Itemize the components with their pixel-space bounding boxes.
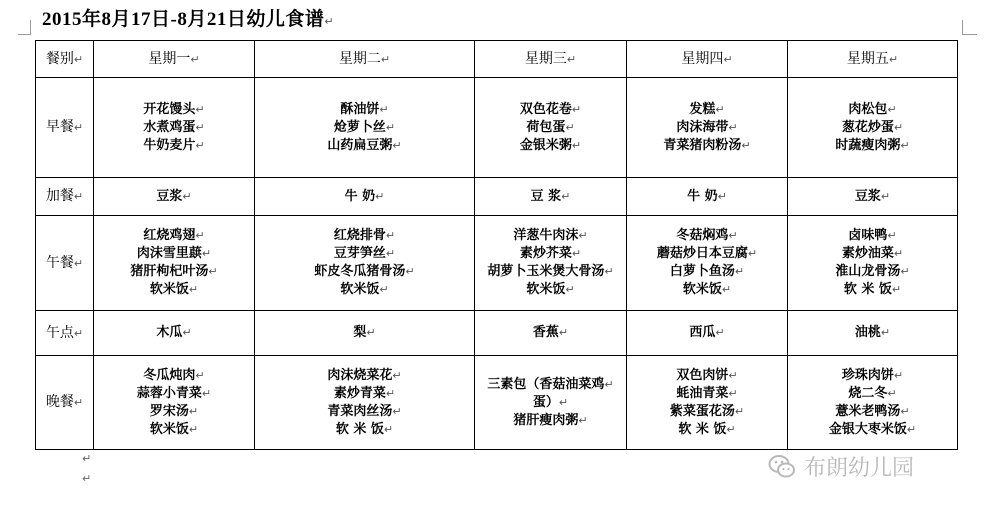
paragraph-mark: ↵: [195, 138, 205, 152]
meal-label: [36, 216, 94, 311]
menu-item-text: 烧二冬: [848, 385, 888, 401]
paragraph-mark: ↵: [565, 120, 575, 134]
paragraph-mark: ↵: [188, 283, 199, 296]
menu-item-text: 油桃: [854, 325, 881, 340]
menu-cell-thu: [627, 178, 788, 216]
menu-item: [629, 281, 785, 299]
menu-item-text: 西瓜: [689, 325, 716, 340]
menu-cell-fri: [788, 311, 958, 356]
menu-item-text: 软米饭: [149, 421, 189, 437]
paragraph-mark: ↵: [734, 265, 745, 278]
menu-item-text: 卤味鸭: [848, 228, 888, 243]
paragraph-mark: ↵: [405, 265, 415, 278]
meal-row: [36, 178, 958, 216]
menu-item-text: 薏米老鸭汤: [835, 403, 901, 419]
menu-item-text: 素炒芥菜: [519, 246, 572, 261]
menu-item: [477, 324, 624, 342]
meal-row: [36, 78, 958, 178]
menu-item-text: 豆浆: [854, 188, 881, 204]
menu-item-text: 猪肝瘦肉粥: [513, 412, 579, 428]
menu-item: [790, 385, 955, 403]
menu-item-text: 豆 浆: [530, 188, 562, 204]
day-header-fri: [788, 41, 958, 78]
paragraph-mark: ↵: [195, 120, 205, 134]
paragraph-mark: ↵: [188, 422, 199, 436]
paragraph-mark: ↵: [880, 326, 891, 339]
day-header-thu: [627, 41, 788, 78]
menu-item: [477, 101, 624, 119]
paragraph-mark: ↵: [891, 283, 902, 296]
paragraph-mark: ↵: [900, 138, 910, 152]
paragraph-mark-empty-line: [82, 452, 91, 465]
paragraph-mark-empty-line: [82, 472, 91, 485]
paragraph-mark: ↵: [888, 52, 899, 66]
menu-item: [96, 385, 252, 403]
paragraph-mark: ↵: [887, 102, 897, 116]
paragraph-mark: ↵: [208, 265, 218, 278]
menu-item: [257, 281, 472, 299]
menu-item: [790, 263, 955, 281]
meal-row: [36, 311, 958, 356]
paragraph-mark: ↵: [604, 265, 614, 278]
menu-cell-thu: [627, 356, 788, 450]
paragraph-mark: ↵: [717, 189, 727, 203]
paragraph-mark: ↵: [726, 422, 736, 436]
paragraph-mark: ↵: [571, 247, 582, 260]
paragraph-mark: ↵: [201, 386, 212, 400]
menu-item: [629, 101, 785, 119]
menu-cell-tue: [255, 178, 475, 216]
menu-item: [477, 394, 624, 412]
menu-item-text: 蒜蓉小青菜: [136, 385, 202, 401]
paragraph-mark: ↵: [893, 247, 904, 260]
menu-item: [629, 367, 785, 385]
paragraph-mark: ↵: [383, 422, 394, 436]
paragraph-mark: ↵: [728, 386, 738, 400]
menu-item-text: 蛋）: [532, 394, 559, 410]
menu-item-text: 肉沫雪里蕻: [136, 246, 202, 261]
menu-item: [477, 412, 624, 430]
page-corner-mark-left: [18, 20, 31, 35]
paragraph-mark: ↵: [385, 229, 396, 242]
menu-item-text: 水煮鸡蛋: [143, 119, 196, 135]
paragraph-mark: ↵: [893, 368, 904, 382]
meal-label-text: 加餐: [45, 188, 74, 204]
paragraph-mark: ↵: [201, 247, 212, 260]
paragraph-mark: ↵: [747, 247, 758, 260]
paragraph-mark: ↵: [195, 102, 205, 116]
day-header-wed: [475, 41, 627, 78]
paragraph-mark: ↵: [190, 52, 200, 66]
header-row: [36, 41, 958, 78]
menu-item: [96, 137, 252, 155]
menu-item-text: 虾皮冬瓜猪骨汤: [314, 264, 406, 279]
menu-item-text: 罗宋汤: [149, 403, 189, 419]
menu-item-text: 梨: [353, 325, 367, 340]
paragraph-mark: ↵: [723, 52, 733, 66]
menu-item: [629, 385, 785, 403]
menu-item: [257, 367, 472, 385]
menu-cell-fri: [788, 356, 958, 450]
paragraph-mark: ↵: [578, 229, 588, 242]
menu-item-text: 红烧鸡翅: [143, 228, 196, 243]
paragraph-mark: ↵: [728, 229, 738, 242]
menu-item: [629, 137, 785, 155]
paragraph-mark: ↵: [182, 189, 192, 203]
paragraph-mark: ↵: [880, 189, 891, 203]
corner-header: [36, 41, 94, 78]
paragraph-mark: ↵: [893, 120, 904, 134]
paragraph-mark: ↵: [392, 368, 402, 382]
menu-cell-thu: [627, 78, 788, 178]
menu-item: [257, 324, 472, 342]
paragraph-mark: ↵: [385, 386, 396, 400]
menu-item-text: 冬瓜炖肉: [143, 367, 196, 383]
menu-item-text: 白萝卜鱼汤: [669, 264, 735, 279]
paragraph-mark: ↵: [188, 404, 199, 418]
day-header-text: 星期一: [148, 50, 191, 67]
menu-item-text: 淮山龙骨汤: [835, 264, 901, 279]
menu-item: [96, 188, 252, 206]
menu-item: [257, 263, 472, 281]
paragraph-mark: ↵: [182, 326, 192, 339]
wechat-icon: [768, 453, 796, 481]
meal-label: [36, 178, 94, 216]
paragraph-mark: ↵: [379, 283, 389, 296]
menu-item-text: 软 米 饭: [678, 421, 727, 437]
menu-item: [790, 137, 955, 155]
menu-item-text: 蘑菇炒日本豆腐: [656, 246, 748, 261]
menu-item: [790, 403, 955, 421]
menu-cell-thu: [627, 216, 788, 311]
paragraph-mark: ↵: [392, 404, 402, 418]
day-header-mon: [94, 41, 255, 78]
menu-item: [257, 227, 472, 245]
paragraph-mark: ↵: [715, 102, 725, 116]
menu-cell-mon: [94, 216, 255, 311]
menu-cell-wed: [475, 78, 627, 178]
menu-cell-fri: [788, 216, 958, 311]
menu-cell-tue: [255, 356, 475, 450]
paragraph-mark: ↵: [379, 102, 389, 116]
menu-item-text: 冬菇焖鸡: [676, 228, 729, 243]
paragraph-mark: ↵: [558, 326, 569, 339]
paragraph-mark: ↵: [571, 138, 582, 152]
menu-item-text: 牛奶麦片: [143, 137, 196, 153]
menu-item-text: 山药扁豆粥: [327, 137, 393, 153]
day-header-text: 星期三: [524, 50, 567, 67]
paragraph-mark: ↵: [73, 52, 84, 66]
paragraph-mark: ↵: [900, 404, 910, 418]
menu-item-text: 酥油饼: [340, 101, 380, 117]
meal-row: [36, 216, 958, 311]
paragraph-mark: ↵: [571, 102, 582, 116]
menu-item: [96, 403, 252, 421]
menu-item: [477, 376, 624, 394]
meal-label-text: 午点: [45, 324, 74, 341]
paragraph-mark: ↵: [195, 229, 205, 242]
menu-table: [35, 40, 958, 450]
menu-item-text: 肉沫海带: [676, 119, 729, 135]
menu-item-text: 金银大枣米饭: [828, 421, 907, 437]
menu-item-text: 青菜猪肉粉汤: [663, 137, 742, 153]
day-header-text: 星期四: [681, 50, 724, 67]
menu-item-text: 胡萝卜玉米煲大骨汤: [487, 264, 605, 279]
menu-cell-wed: [475, 178, 627, 216]
paragraph-mark: ↵: [558, 395, 569, 409]
menu-item: [629, 188, 785, 206]
menu-item: [257, 421, 472, 439]
menu-item-text: 三素包（香菇油菜鸡: [487, 376, 605, 392]
menu-item: [790, 421, 955, 439]
menu-item: [96, 245, 252, 263]
page-title: [42, 4, 334, 31]
menu-item: [477, 281, 624, 299]
menu-table-body: [36, 41, 958, 450]
menu-item: [629, 421, 785, 439]
menu-item-text: 时蔬瘦肉粥: [835, 137, 901, 153]
paragraph-mark: ↵: [604, 377, 614, 391]
menu-item: [96, 101, 252, 119]
menu-item: [477, 137, 624, 155]
menu-item-text: 豆浆: [156, 188, 183, 204]
corner-header-text: 餐别: [45, 50, 74, 67]
paragraph-mark: ↵: [906, 422, 917, 436]
menu-cell-wed: [475, 311, 627, 356]
menu-item: [96, 119, 252, 137]
paragraph-mark: ↵: [73, 256, 84, 270]
menu-cell-fri: [788, 178, 958, 216]
paragraph-mark: ↵: [561, 189, 571, 203]
meal-label: [36, 356, 94, 450]
menu-item-text: 洋葱牛肉沫: [513, 228, 579, 243]
menu-item-text: 肉松包: [848, 101, 888, 117]
menu-item: [96, 421, 252, 439]
menu-item: [257, 403, 472, 421]
menu-item-text: 炝萝卜丝: [333, 119, 386, 135]
menu-item: [257, 119, 472, 137]
menu-item: [477, 188, 624, 206]
menu-item-text: 双色花卷: [519, 101, 572, 117]
menu-item: [257, 101, 472, 119]
menu-item: [629, 403, 785, 421]
paragraph-mark: ↵: [734, 404, 745, 418]
menu-item: [96, 324, 252, 342]
paragraph-mark: ↵: [82, 472, 92, 485]
menu-cell-fri: [788, 78, 958, 178]
title-text: 2015年8月17日-8月21日幼儿食谱: [42, 9, 325, 30]
menu-item-text: 猪肝枸杞叶汤: [130, 264, 209, 279]
menu-item: [629, 245, 785, 263]
menu-item-text: 牛 奶: [344, 188, 376, 204]
menu-item-text: 开花馒头: [143, 101, 196, 117]
menu-item-text: 木瓜: [156, 325, 183, 340]
menu-item-text: 蚝油青菜: [676, 385, 729, 401]
menu-item: [257, 385, 472, 403]
menu-item: [790, 367, 955, 385]
menu-cell-tue: [255, 216, 475, 311]
menu-item-text: 软米饭: [682, 282, 722, 297]
menu-item-text: 软米饭: [149, 282, 189, 297]
paragraph-mark: ↵: [721, 283, 732, 296]
menu-cell-mon: [94, 178, 255, 216]
day-header-tue: [255, 41, 475, 78]
paragraph-mark: ↵: [324, 15, 335, 28]
menu-cell-mon: [94, 311, 255, 356]
menu-item: [477, 263, 624, 281]
menu-item: [790, 119, 955, 137]
paragraph-mark: ↵: [375, 189, 385, 203]
watermark: [768, 451, 914, 482]
menu-cell-wed: [475, 216, 627, 311]
menu-item: [790, 281, 955, 299]
watermark-text: 布朗幼儿园: [804, 456, 915, 481]
menu-item-text: 素炒油菜: [841, 246, 894, 261]
menu-item-text: 发糕: [689, 101, 716, 117]
menu-item-text: 肉沫烧菜花: [327, 367, 393, 383]
menu-item-text: 香蕉: [532, 325, 559, 340]
menu-item-text: 葱花炒蛋: [841, 119, 894, 135]
menu-cell-tue: [255, 311, 475, 356]
meal-label: [36, 78, 94, 178]
menu-item-text: 素炒青菜: [333, 385, 386, 401]
paragraph-mark: ↵: [392, 138, 402, 152]
menu-item: [257, 137, 472, 155]
menu-item-text: 软 米 饭: [843, 282, 892, 297]
menu-cell-wed: [475, 356, 627, 450]
meal-label-text: 早餐: [45, 119, 74, 135]
menu-item-text: 牛 奶: [687, 188, 718, 204]
menu-item: [629, 119, 785, 137]
menu-item: [96, 263, 252, 281]
menu-item: [629, 263, 785, 281]
menu-item-text: 红烧排骨: [333, 228, 386, 243]
menu-item-text: 荷包蛋: [526, 119, 566, 135]
menu-item: [790, 101, 955, 119]
menu-item-text: 青菜肉丝汤: [327, 403, 393, 419]
menu-item-text: 软米饭: [340, 282, 380, 297]
meal-label-text: 午餐: [45, 254, 74, 271]
menu-item: [790, 245, 955, 263]
paragraph-mark: ↵: [195, 368, 205, 382]
menu-item-text: 金银米粥: [519, 137, 572, 153]
paragraph-mark: ↵: [565, 283, 575, 296]
paragraph-mark: ↵: [385, 120, 396, 134]
menu-item: [96, 227, 252, 245]
paragraph-mark: ↵: [366, 326, 376, 339]
paragraph-mark: ↵: [728, 368, 738, 382]
menu-cell-thu: [627, 311, 788, 356]
menu-cell-mon: [94, 356, 255, 450]
paragraph-mark: ↵: [741, 138, 751, 152]
menu-item-text: 紫菜蛋花汤: [669, 403, 735, 419]
menu-cell-mon: [94, 78, 255, 178]
menu-item: [790, 227, 955, 245]
paragraph-mark: ↵: [887, 229, 897, 242]
meal-label: [36, 311, 94, 356]
menu-item: [477, 227, 624, 245]
paragraph-mark: ↵: [566, 52, 577, 66]
paragraph-mark: ↵: [887, 386, 897, 400]
day-header-text: 星期五: [846, 50, 889, 67]
menu-item: [629, 324, 785, 342]
paragraph-mark: ↵: [728, 120, 738, 134]
menu-item: [477, 245, 624, 263]
menu-item: [257, 188, 472, 206]
paragraph-mark: ↵: [73, 121, 84, 134]
menu-item: [96, 281, 252, 299]
paragraph-mark: ↵: [578, 413, 588, 427]
menu-cell-tue: [255, 78, 475, 178]
paragraph-mark: ↵: [900, 265, 910, 278]
paragraph-mark: ↵: [380, 52, 391, 66]
meal-row: [36, 356, 958, 450]
paragraph-mark: ↵: [82, 452, 92, 465]
menu-item: [790, 188, 955, 206]
paragraph-mark: ↵: [715, 326, 725, 339]
menu-item-text: 双色肉饼: [676, 367, 729, 383]
paragraph-mark: ↵: [385, 247, 396, 260]
menu-item: [629, 227, 785, 245]
menu-item: [257, 245, 472, 263]
paragraph-mark: ↵: [73, 326, 84, 340]
menu-item-text: 软米饭: [526, 282, 566, 297]
paragraph-mark: ↵: [73, 396, 84, 409]
menu-item: [96, 367, 252, 385]
menu-item: [790, 324, 955, 342]
menu-item-text: 珍珠肉饼: [841, 367, 894, 383]
paragraph-mark: ↵: [73, 190, 84, 203]
day-header-text: 星期二: [338, 50, 381, 67]
meal-label-text: 晚餐: [45, 394, 74, 410]
page-corner-mark-right: [962, 20, 977, 35]
menu-item-text: 软 米 饭: [335, 421, 384, 437]
menu-item: [477, 119, 624, 137]
menu-item-text: 豆芽笋丝: [333, 246, 386, 261]
